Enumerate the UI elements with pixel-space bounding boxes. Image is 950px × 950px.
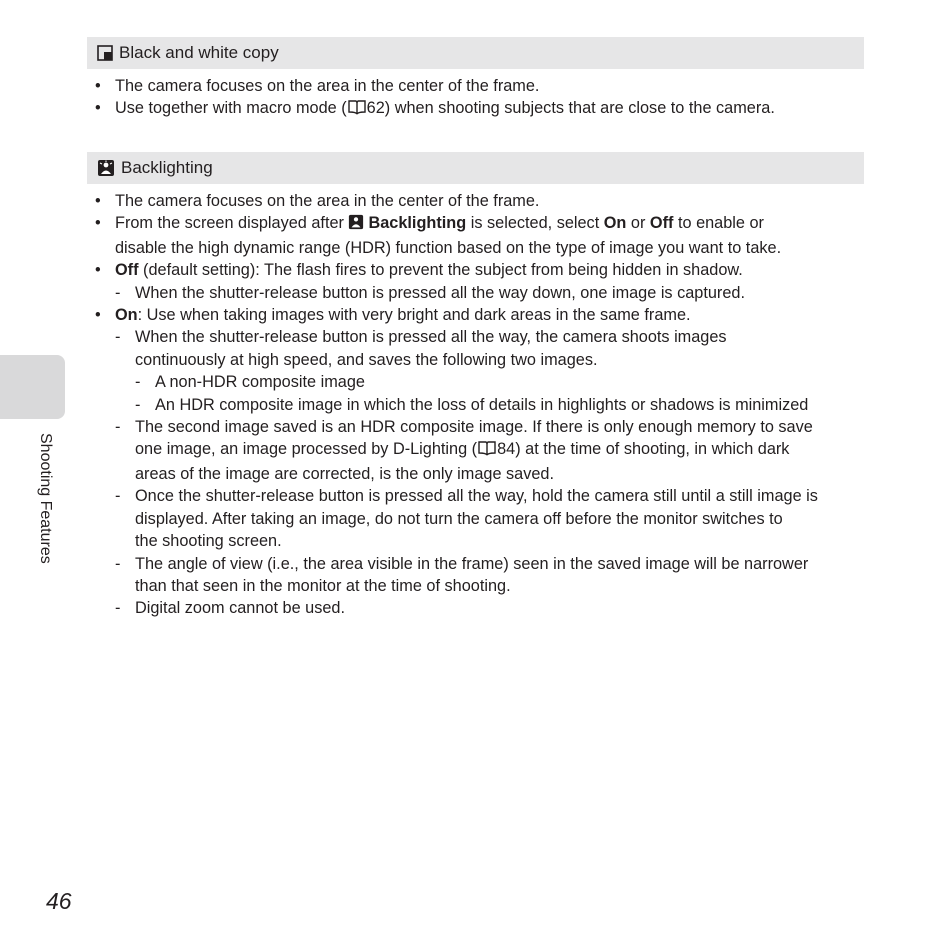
- section-title: Backlighting: [121, 158, 213, 177]
- page-reference[interactable]: 62: [366, 99, 385, 118]
- list-item: • The camera focuses on the area in the center of the frame.: [95, 192, 540, 210]
- list-item: - A non-HDR composite image: [135, 373, 365, 392]
- list-item: - The angle of view (i.e., the area visible in the frame) seen in the saved image will be narrower than that seen in the monitor at the time of shooting.: [115, 554, 809, 595]
- page-number: 46: [46, 888, 72, 914]
- backlighting-icon: [348, 214, 364, 236]
- list-item: • Use together with macro mode ( 62) when shooting subjects that are close to the camera.: [87, 97, 877, 121]
- chapter-label: Shooting Features: [37, 433, 54, 564]
- list-item: - When the shutter-release button is pressed all the way, the camera shoots images continuously at high speed, and saves the following two images.: [115, 328, 727, 369]
- list-item: • The camera focuses on the area in the center of the frame.: [95, 77, 540, 95]
- section-header-backlighting: [87, 152, 864, 184]
- section-title: Black and white copy: [119, 43, 279, 62]
- book-reference-icon: [347, 99, 367, 121]
- chapter-tab[interactable]: [0, 355, 65, 419]
- list-item: - Digital zoom cannot be used.: [115, 599, 345, 618]
- section-header-black-and-white-copy: [87, 37, 864, 69]
- list-item: - An HDR composite image in which the loss of details in highlights or shadows is minimized: [135, 395, 809, 414]
- list-item: - When the shutter-release button is pressed all the way down, one image is captured.: [115, 283, 745, 302]
- list-item: - The second image saved is an HDR composite image. If there is only enough memory to save one image, an image processed by D-Lighting ( 84) at the time of shooting, in which dark areas of the image are corrected, is the only image saved.: [115, 418, 813, 483]
- section-list-backlighting: [87, 190, 877, 620]
- list-item: • Off (default setting): The flash fires to prevent the subject from being hidden in shadow.: [95, 261, 743, 280]
- backlighting-icon: [97, 159, 115, 177]
- section-list-black-and-white-copy: [87, 75, 877, 122]
- black-and-white-copy-icon: [97, 45, 113, 61]
- page-reference[interactable]: 84: [497, 440, 516, 459]
- list-item: • From the screen displayed after Backlighting is selected, select On or Off to enable or disable the high dynamic range (HDR) function based on the type of image you want to take.: [95, 214, 782, 257]
- list-item: - Once the shutter-release button is pressed all the way, hold the camera still until a still image is displayed. After taking an image, do not turn the camera off before the monitor switches to the shooting screen.: [115, 487, 818, 551]
- list-item: • On: Use when taking images with very bright and dark areas in the same frame.: [95, 306, 691, 325]
- book-reference-icon: [477, 440, 497, 462]
